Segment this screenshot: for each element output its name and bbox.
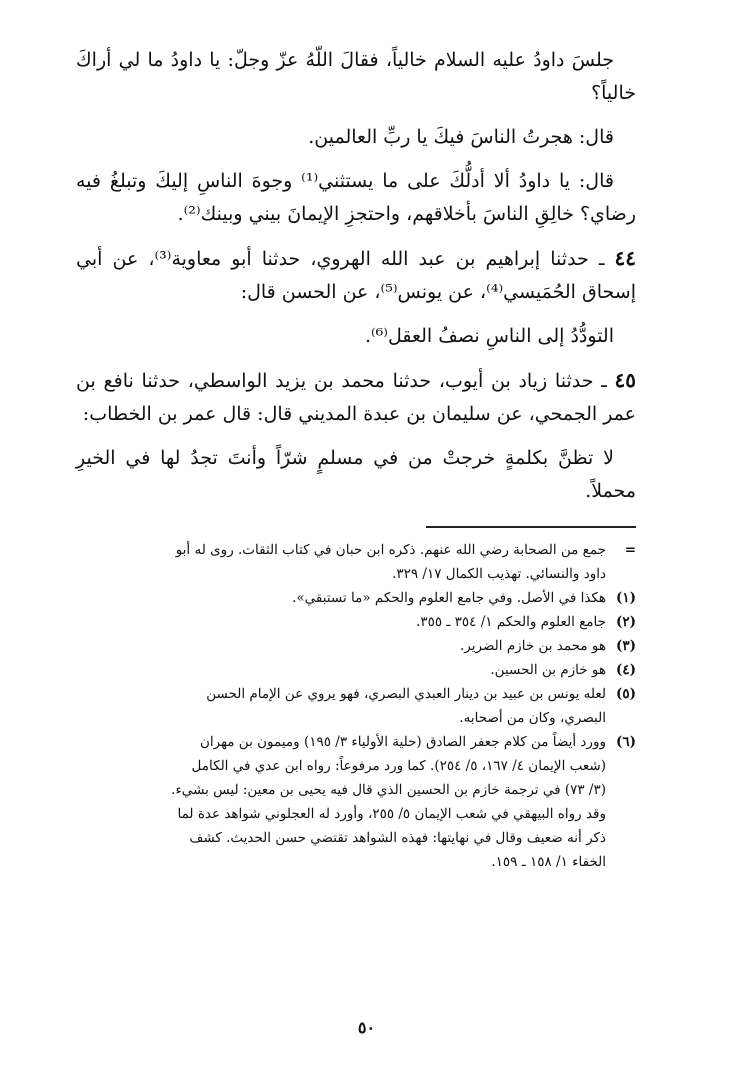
footnote-line: البصري، وكان من أصحابه. bbox=[459, 709, 606, 726]
footnote bbox=[76, 658, 636, 682]
footnote-line: داود والنسائي. تهذيب الكمال ١٧/ ٣٢٩. bbox=[392, 565, 606, 582]
paragraph bbox=[76, 320, 636, 353]
footnote-line: (٣/ ٧٣) في ترجمة خازم بن الحسين الذي قال فيه يحيى بن معين: ليس بشيء. bbox=[171, 781, 606, 798]
page-content bbox=[76, 44, 636, 874]
footnote-text bbox=[76, 682, 606, 730]
paragraph-text: ـ حدثنا زياد بن أيوب، حدثنا محمد بن يزيد الواسطي، حدثنا نافع بن عمر الجمحي، عن سليمان بن عبدة المديني قال: قال عمر بن الخطاب: bbox=[76, 370, 636, 425]
paragraph bbox=[76, 121, 636, 154]
footnote-text bbox=[76, 730, 606, 874]
footnote-divider bbox=[426, 526, 636, 528]
footnote-line: الخفاء ١/ ١٥٨ ـ ١٥٩. bbox=[491, 853, 606, 870]
footnote bbox=[76, 634, 636, 658]
footnote-line: جامع العلوم والحكم ١/ ٣٥٤ ـ ٣٥٥. bbox=[416, 613, 606, 630]
footnote-line: ذكر أنه ضعيف وقال في نهايتها: فهذه الشواهد تقتضي حسن الحديث. كشف bbox=[189, 829, 606, 846]
footnote-line: هكذا في الأصل. وفي جامع العلوم والحكم «ما تستبقي». bbox=[292, 589, 606, 606]
footnote-text bbox=[76, 538, 606, 586]
footnote-line: هو خازم بن الحسين. bbox=[490, 661, 606, 678]
section-number: ٤٥ bbox=[614, 368, 636, 392]
footnote-marker: = bbox=[624, 541, 636, 558]
footnote-line: هو محمد بن خازم الضرير. bbox=[460, 637, 606, 654]
paragraph-text: ـ حدثنا إبراهيم بن عبد الله الهروي، حدثنا أبو معاوية⁽³⁾، عن أبي إسحاق الحُمَيسي⁽⁴⁾، عن يونس⁽⁵⁾، عن الحسن قال: bbox=[76, 248, 636, 303]
paragraph-text: لا تظنَّ بكلمةٍ خرجتْ من في مسلمٍ شرّاً وأنتَ تجدُ لها في الخيرِ محملاً. bbox=[76, 447, 636, 502]
footnote bbox=[76, 682, 636, 730]
footnote-line: (شعب الإيمان ٤/ ١٦٧، ٥/ ٢٥٤). كما ورد مرفوعاً: رواه ابن عدي في الكامل bbox=[191, 757, 606, 774]
footnote-marker: (١) bbox=[615, 589, 636, 606]
paragraph bbox=[76, 364, 636, 431]
footnote-marker: (٣) bbox=[615, 637, 636, 654]
paragraph-text: قال: يا داودُ ألا أدلُّكَ على ما يستثني⁽¹⁾ وجوهَ الناسِ إليكَ وتبلغُ فيه رضاي؟ خالِقِ الناسَ بأخلاقهم، واحتجزِ الإيمانَ بيني وبينك⁽²⁾. bbox=[76, 170, 636, 225]
paragraph-text: التودُّدُ إلى الناسِ نصفُ العقل⁽⁶⁾. bbox=[364, 325, 614, 347]
paragraph bbox=[76, 442, 636, 508]
footnote bbox=[76, 610, 636, 634]
paragraph-text: جلسَ داودُ عليه السلام خالياً، فقالَ اللّهُ عزّ وجلّ: يا داودُ ما لي أراكَ خالياً؟ bbox=[76, 49, 636, 104]
paragraph bbox=[76, 165, 636, 231]
footnote-text bbox=[76, 658, 606, 682]
main-text bbox=[76, 44, 636, 508]
paragraph bbox=[76, 242, 636, 309]
footnote-line: وقد رواه البيهقي في شعب الإيمان ٥/ ٢٥٥، وأورد له العجلوني شواهد عدة لما bbox=[177, 805, 606, 822]
footnote-line: وورد أيضاً من كلام جعفر الصادق (حلية الأولياء ٣/ ١٩٥) وميمون بن مهران bbox=[199, 733, 606, 750]
footnote-marker: (٢) bbox=[615, 613, 636, 630]
footnote-marker: (٤) bbox=[615, 661, 636, 678]
footnote-line: لعله يونس بن عبيد بن دينار العبدي البصري، فهو يروي عن الإمام الحسن bbox=[206, 685, 606, 702]
paragraph bbox=[76, 44, 636, 110]
footnote-text bbox=[76, 634, 606, 658]
footnote-marker: (٥) bbox=[615, 685, 636, 702]
footnote bbox=[76, 586, 636, 610]
footnote-text bbox=[76, 610, 606, 634]
footnote bbox=[76, 538, 636, 586]
section-number: ٤٤ bbox=[614, 246, 636, 270]
footnote-marker: (٦) bbox=[615, 733, 636, 750]
footnotes bbox=[76, 538, 636, 874]
footnote bbox=[76, 730, 636, 874]
footnote-text bbox=[76, 586, 606, 610]
page-number: ٥٠ bbox=[357, 1018, 376, 1037]
paragraph-text: قال: هجرتُ الناسَ فيكَ يا ربِّ العالمين. bbox=[308, 126, 614, 148]
footnote-line: جمع من الصحابة رضي الله عنهم. ذكره ابن حبان في كتاب الثقات. روى له أبو bbox=[175, 541, 606, 558]
